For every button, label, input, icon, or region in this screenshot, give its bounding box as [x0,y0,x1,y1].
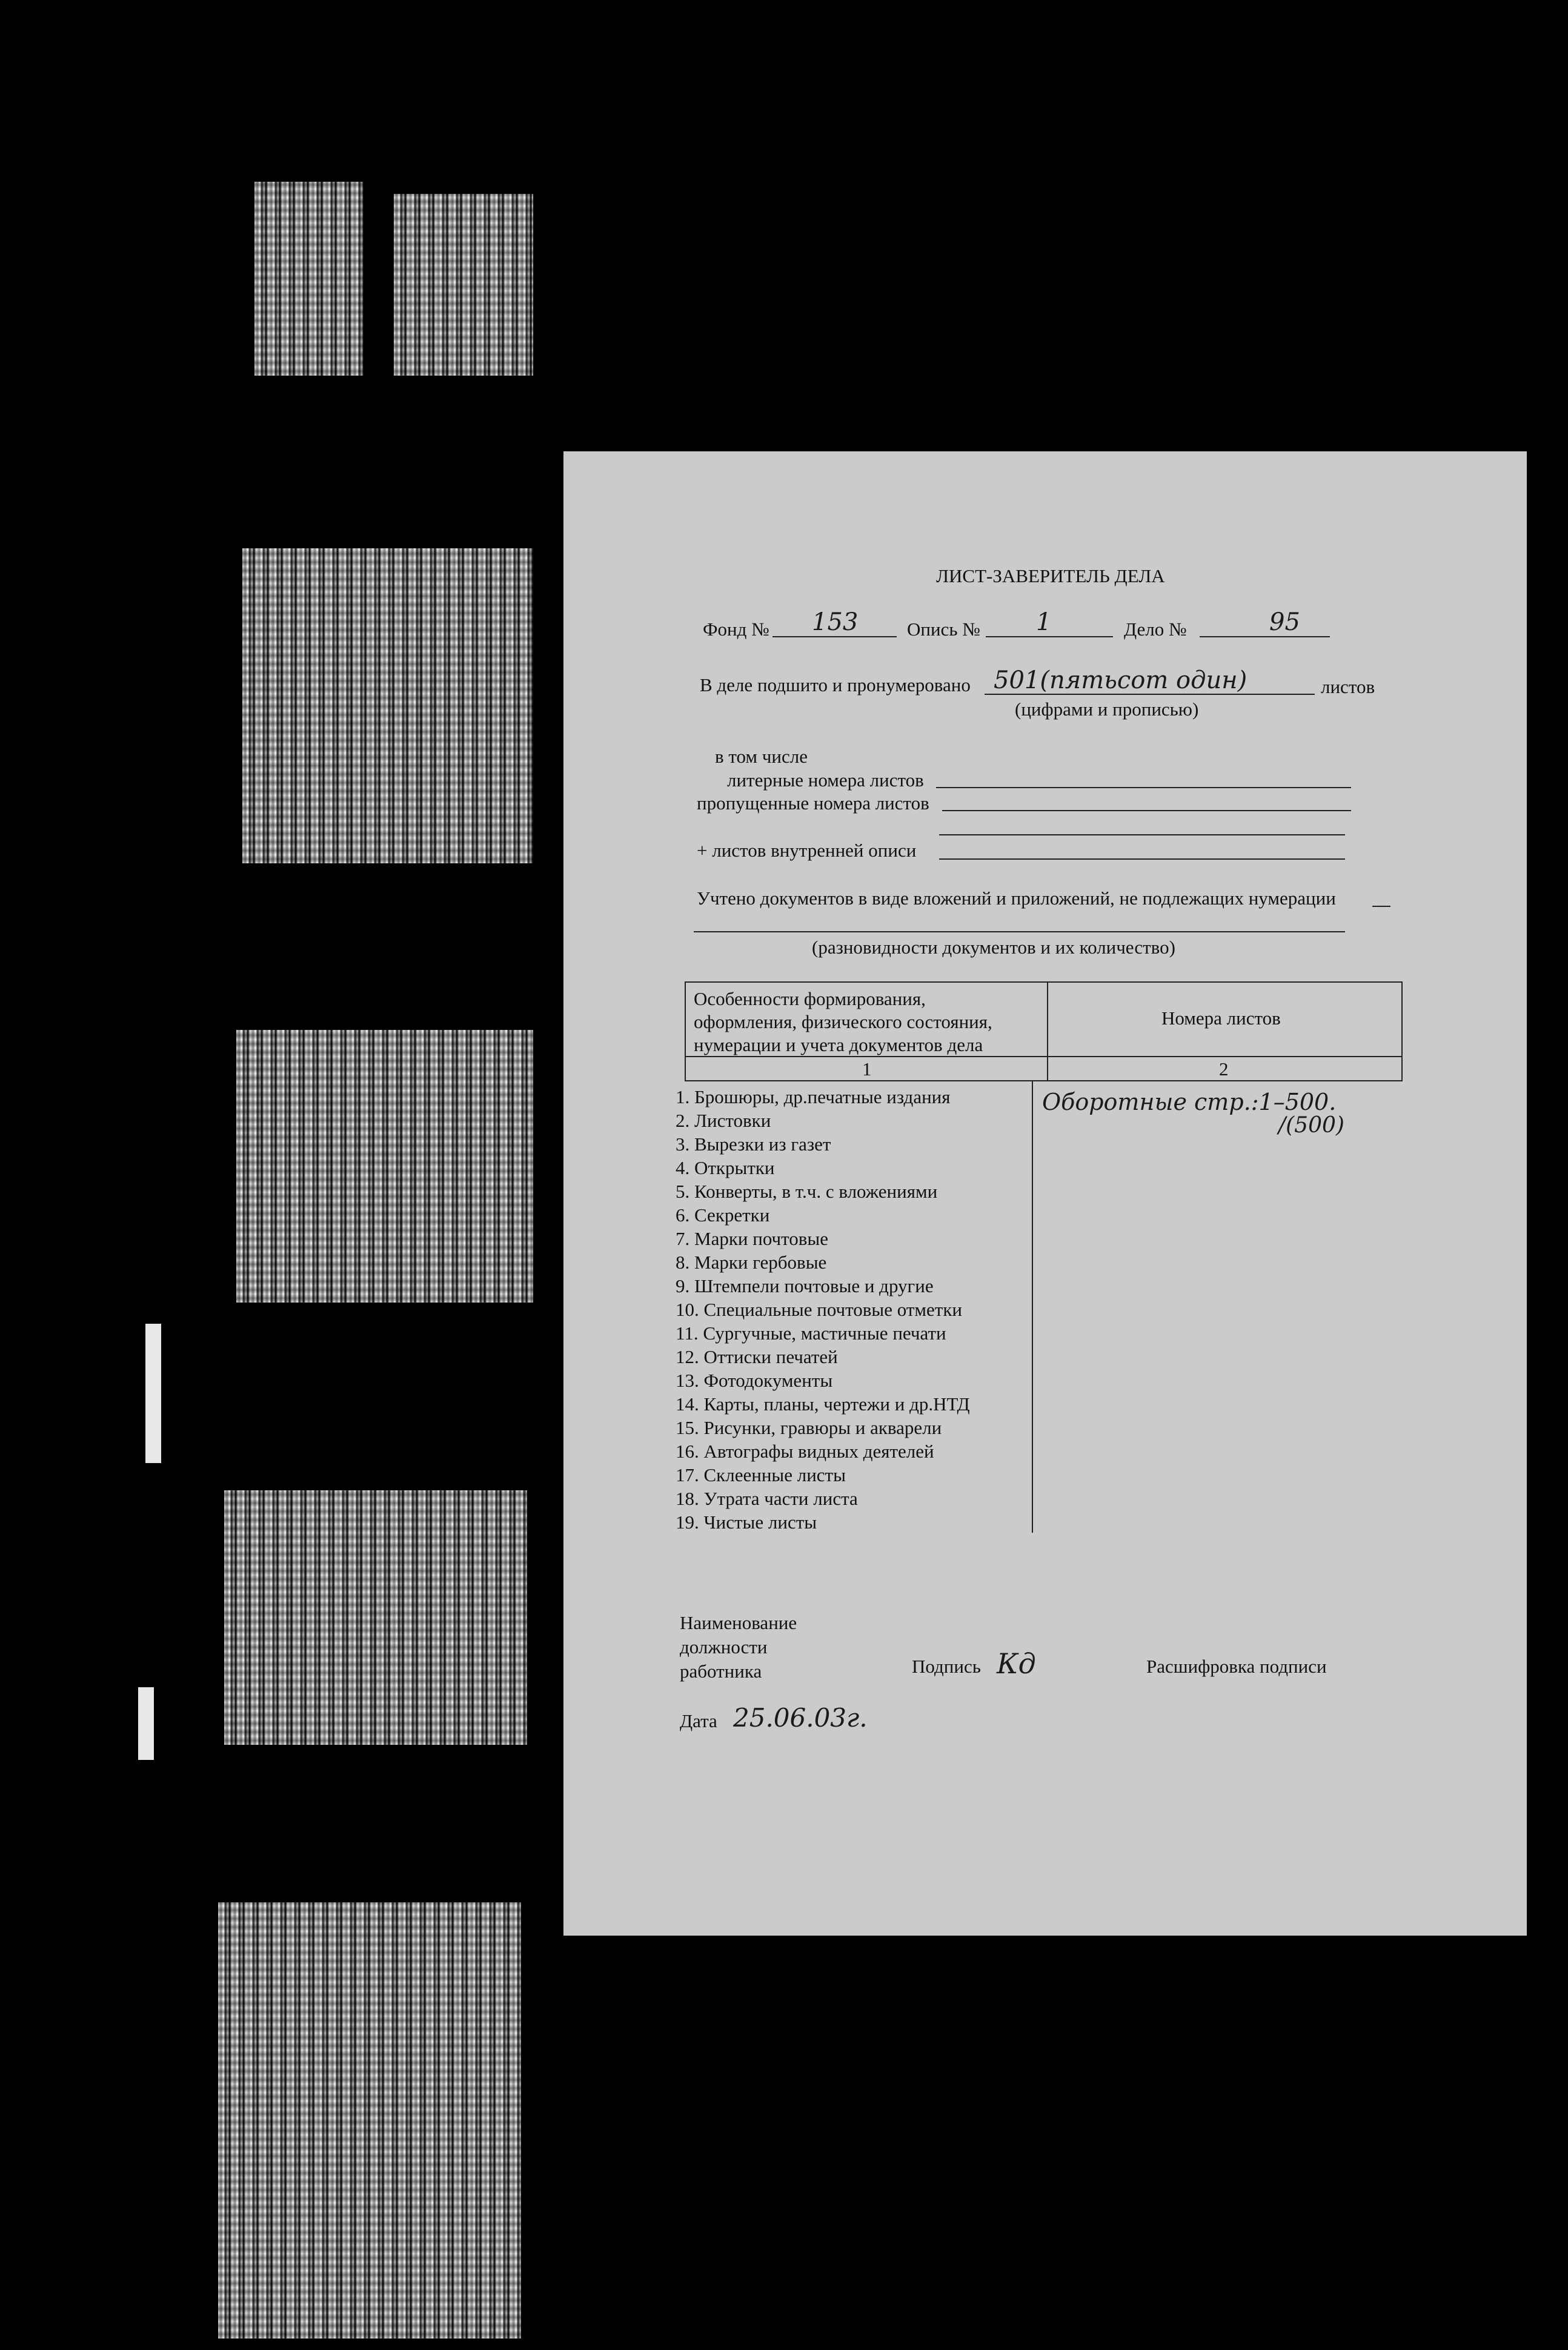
position-label-3: работника [680,1661,762,1682]
signature-mark: Кд [997,1647,1036,1680]
col1-header-line2: оформления, физического состояния, [694,1011,992,1032]
col2-number: 2 [1219,1058,1229,1080]
table-body-divider [1032,1081,1033,1406]
handwritten-note: Оборотные стр.:1–500. [1042,1089,1337,1115]
handwritten-note-total: /(500) [1278,1113,1344,1138]
certification-sheet [563,451,1527,1936]
spine-block [218,1902,521,2338]
sewn-value: 501(пятьсот один) [994,666,1247,694]
accounted-docs-label: Учтено документов в виде вложений и приложений, не подлежащих нумерации [697,888,1336,909]
inner-inventory-label: + листов внутренней описи [697,840,917,861]
spine-block [254,182,364,376]
spine-block [224,1490,527,1745]
signature-decode-label: Расшифровка подписи [1146,1656,1327,1677]
delo-label: Дело № [1124,619,1187,640]
list-item: 15. Рисунки, гравюры и акварели [676,1417,942,1438]
fond-value: 153 [812,608,859,636]
list-item: 4. Открытки [676,1157,775,1178]
list-item: 16. Автографы видных деятелей [676,1441,934,1462]
docs-hint: (разновидности документов и их количество) [812,937,1175,958]
missed-numbers-label: пропущенные номера листов [697,792,929,814]
list-item: 2. Листовки [676,1110,771,1131]
list-item: 13. Фотодокументы [676,1370,833,1391]
table-body-divider-lower [1032,1406,1033,1533]
position-label-2: должности [680,1636,768,1658]
list-item: 1. Брошюры, др.печатные издания [676,1086,951,1107]
list-item: 17. Склеенные листы [676,1464,846,1485]
list-item: 3. Вырезки из газет [676,1134,831,1155]
col1-header-line3: нумерации и учета документов дела [694,1034,983,1055]
spine-tab [138,1687,154,1760]
fond-label: Фонд № [703,619,769,640]
spine-tab [145,1324,161,1463]
date-value: 25.06.03г. [733,1703,868,1733]
list-item: 12. Оттиски печатей [676,1346,838,1367]
col1-header-line1: Особенности формирования, [694,988,926,1009]
list-item: 19. Чистые листы [676,1512,817,1533]
list-item: 7. Марки почтовые [676,1228,828,1249]
opis-value: 1 [1036,608,1052,636]
opis-label: Опись № [907,619,980,640]
position-label-1: Наименование [680,1612,797,1633]
sewn-hint: (цифрами и прописью) [1015,699,1199,720]
col1-number: 1 [862,1058,872,1080]
col2-header: Номера листов [1161,1007,1281,1029]
list-item: 5. Конверты, в т.ч. с вложениями [676,1181,938,1202]
list-item: 11. Сургучные, мастичные печати [676,1323,946,1344]
list-item: 10. Специальные почтовые отметки [676,1299,962,1320]
letter-numbers-label: литерные номера листов [727,769,924,791]
list-item: 6. Секретки [676,1204,770,1226]
date-label: Дата [680,1710,717,1731]
binding-spine [0,0,582,2350]
sheets-word: листов [1321,676,1375,697]
sheet-title: ЛИСТ-ЗАВЕРИТЕЛЬ ДЕЛА [936,565,1165,586]
list-item: 8. Марки гербовые [676,1252,827,1273]
spine-block [242,548,533,863]
signature-label: Подпись [912,1656,981,1677]
list-item: 14. Карты, планы, чертежи и др.НТД [676,1393,970,1415]
spine-block [236,1030,533,1303]
list-item: 18. Утрата части листа [676,1488,858,1509]
spine-block [394,194,533,376]
delo-value: 95 [1269,608,1300,636]
including-label: в том числе [715,746,808,767]
sewn-label: В деле подшито и пронумеровано [700,674,971,695]
list-item: 9. Штемпели почтовые и другие [676,1275,934,1296]
